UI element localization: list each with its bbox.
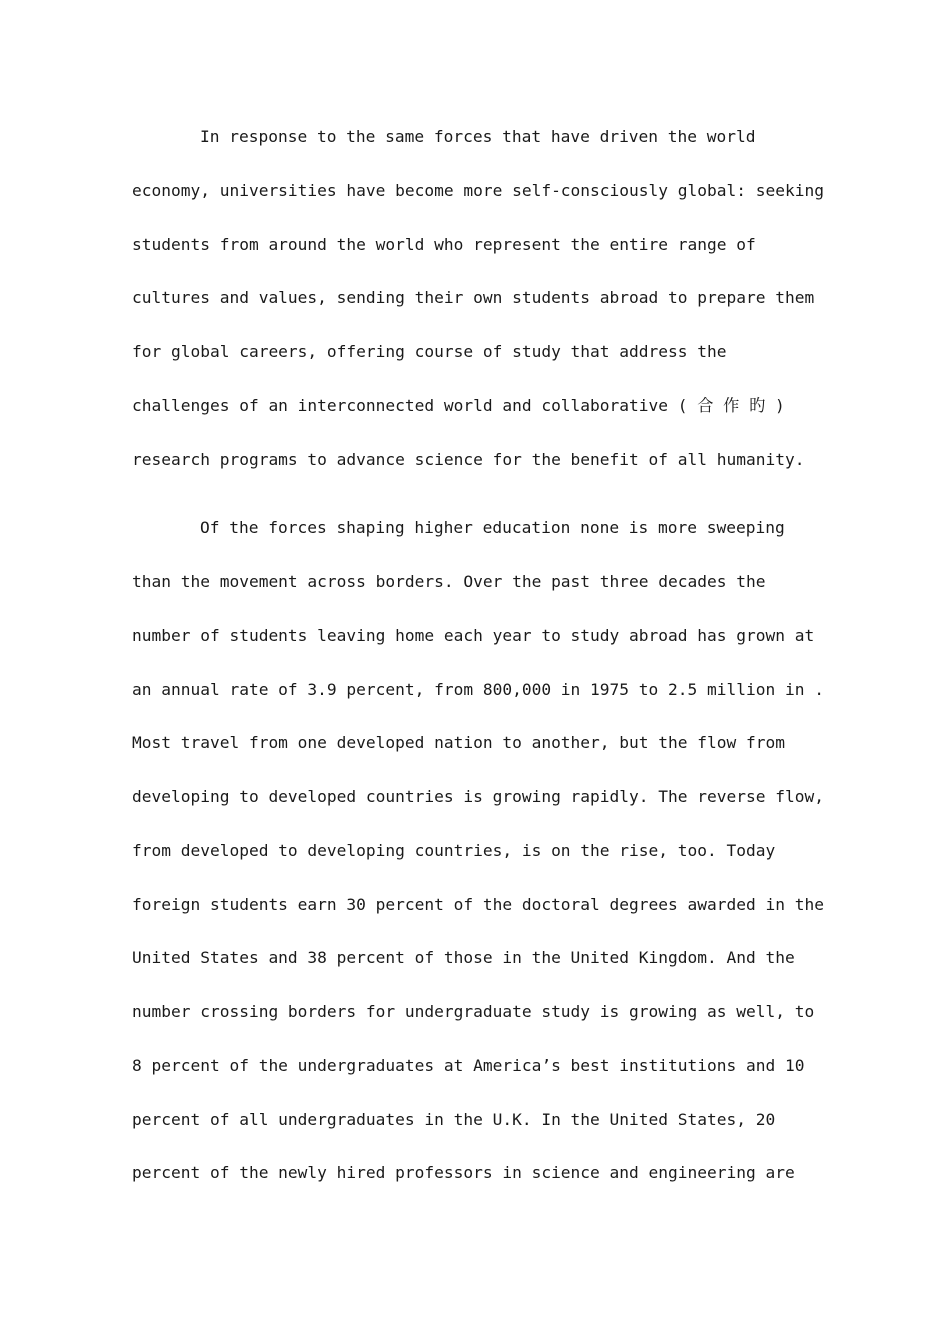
text-line: Of the forces shaping higher education none is more sweeping [200, 518, 785, 537]
text-line: developing to developed countries is growing rapidly. The reverse flow, [132, 787, 824, 806]
text-line: Most travel from one developed nation to another, but the flow from [132, 733, 785, 752]
text-line: United States and 38 percent of those in the United Kingdom. And the [132, 948, 795, 967]
text-line: number crossing borders for undergraduate study is growing as well, to [132, 1002, 815, 1021]
text-line: economy, universities have become more self-consciously global: seeking [132, 181, 824, 200]
text-line: an annual rate of 3.9 percent, from 800,000 in 1975 to 2.5 million in . [132, 680, 824, 699]
text-line: from developed to developing countries, is on the rise, too. Today [132, 841, 776, 860]
text-line: research programs to advance science for the benefit of all humanity. [132, 450, 805, 469]
text-line: than the movement across borders. Over the past three decades the [132, 572, 766, 591]
text-line: challenges of an interconnected world and collaborative ( 合 作 旳 ) [132, 396, 785, 415]
text-line: foreign students earn 30 percent of the doctoral degrees awarded in the [132, 895, 824, 914]
text-line: percent of all undergraduates in the U.K. In the United States, 20 [132, 1110, 776, 1129]
text-line: 8 percent of the undergraduates at America’s best institutions and 10 [132, 1056, 805, 1075]
text-line: percent of the newly hired professors in science and engineering are [132, 1163, 795, 1182]
text-line: cultures and values, sending their own students abroad to prepare them [132, 288, 815, 307]
text-line: In response to the same forces that have driven the world [200, 127, 756, 146]
text-line: for global careers, offering course of study that address the [132, 342, 727, 361]
text-line: number of students leaving home each year to study abroad has grown at [132, 626, 815, 645]
text-line: students from around the world who represent the entire range of [132, 235, 756, 254]
